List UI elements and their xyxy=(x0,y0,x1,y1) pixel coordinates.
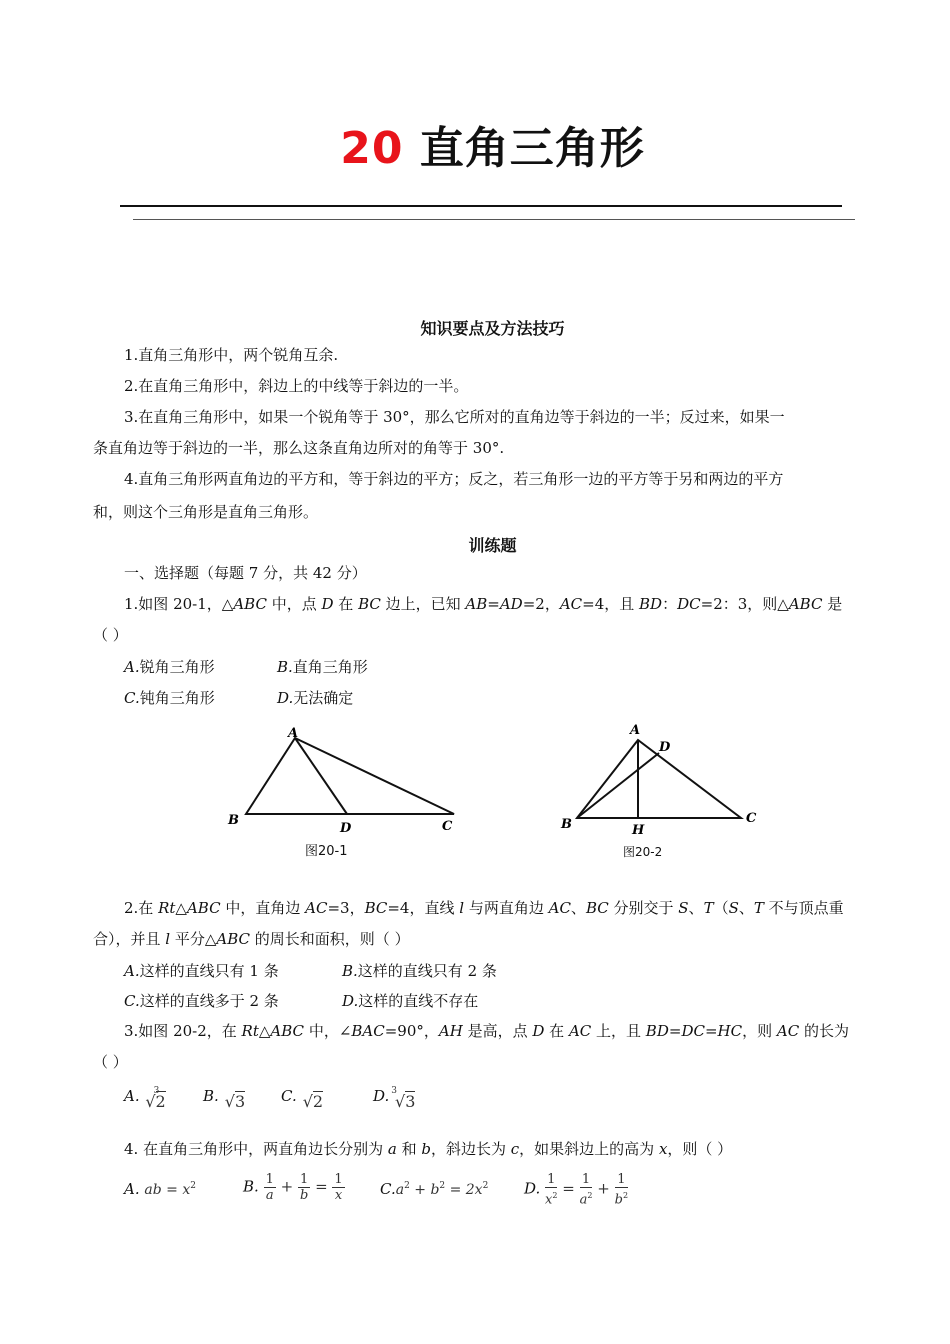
q3-option-d: D. $^3$√3 xyxy=(373,1086,416,1111)
q3-option-a: A. $^3$√2 xyxy=(124,1086,166,1111)
question-3-line1: 3.如图 20-2，在 Rt△ABC 中，∠BAC=90°，AH 是高，点 D 在 AC 上，且 BD=DC=HC，则 AC 的长为 xyxy=(124,1022,849,1040)
q2-option-c: C.这样的直线多于 2 条 xyxy=(124,992,279,1010)
q3-option-c: C. √2 xyxy=(281,1087,324,1111)
question-1-line2: （ ） xyxy=(93,626,128,644)
fig1-label-b: B xyxy=(228,813,239,828)
q1-option-d: D.无法确定 xyxy=(277,689,354,707)
fig1-caption: 图20-1 xyxy=(305,844,348,859)
title-rule-thin xyxy=(133,219,855,220)
q4-option-c: $C.a^2 + b^2 = 2x^2$ xyxy=(380,1180,489,1198)
page-title xyxy=(0,112,950,176)
knowledge-point-4-line2: 和，则这个三角形是直角三角形。 xyxy=(93,503,319,521)
fig1-label-c: C xyxy=(442,819,453,834)
q1-option-b: B.直角三角形 xyxy=(277,658,368,676)
title-number: 20 xyxy=(340,123,404,174)
q1-option-a: A.锐角三角形 xyxy=(124,658,215,676)
q4-option-a: A. ab = $x^2$ xyxy=(124,1180,196,1198)
fig2-label-a: A xyxy=(630,723,641,738)
knowledge-heading: 知识要点及方法技巧 xyxy=(420,319,565,338)
q4-option-d: D. $\frac{1}{x^2}$ = $\frac{1}{a^2}$ + $\frac{1}{b^2}$ xyxy=(524,1172,629,1208)
fig1-triangle-abc xyxy=(246,738,454,814)
knowledge-point-2: 2.在直角三角形中，斜边上的中线等于斜边的一半。 xyxy=(124,377,469,395)
section-1-title: 一、选择题（每题 7 分，共 42 分） xyxy=(124,564,367,582)
knowledge-point-4-line1: 4.直角三角形两直角边的平方和，等于斜边的平方；反之，若三角形一边的平方等于另和两边的平方 xyxy=(124,470,784,488)
fig2-segment-bd xyxy=(577,753,659,818)
fig2-caption: 图20-2 xyxy=(623,845,663,859)
question-4-line1: 4. 在直角三角形中，两直角边长分别为 a 和 b，斜边长为 c，如果斜边上的高为 x，则（ ） xyxy=(124,1140,733,1158)
q2-option-a: A.这样的直线只有 1 条 xyxy=(124,962,279,980)
training-heading: 训练题 xyxy=(468,536,517,555)
knowledge-point-3-line2: 条直角边等于斜边的一半，那么这条直角边所对的角等于 30°. xyxy=(93,439,505,457)
q1-option-c: C.钝角三角形 xyxy=(124,689,215,707)
knowledge-point-3-line1: 3.在直角三角形中，如果一个锐角等于 30°，那么它所对的直角边等于斜边的一半；反过来，如果一 xyxy=(124,408,785,426)
q2-option-d: D.这样的直线不存在 xyxy=(342,992,479,1010)
q2-option-b: B.这样的直线只有 2 条 xyxy=(342,962,497,980)
title-text: 直角三角形 xyxy=(403,123,645,174)
fig1-label-d: D xyxy=(340,821,352,836)
fig2-label-d: D xyxy=(659,740,671,755)
fig2-label-c: C xyxy=(746,811,757,826)
fig2-label-h: H xyxy=(632,823,645,838)
knowledge-point-1: 1.直角三角形中，两个锐角互余. xyxy=(124,346,339,364)
question-3-line2: （ ） xyxy=(93,1053,128,1071)
title-rule-thick xyxy=(120,205,842,207)
question-2-line1: 2.在 Rt△ABC 中，直角边 AC=3，BC=4，直线 l 与两直角边 AC、BC 分别交于 S、T（S、T 不与顶点重 xyxy=(124,899,844,917)
fig1-label-a: A xyxy=(288,726,299,741)
question-1-line1: 1.如图 20-1，△ABC 中，点 D 在 BC 边上，已知 AB=AD=2，AC=4，且 BD：DC=2：3，则△ABC 是 xyxy=(124,595,843,613)
fig2-label-b: B xyxy=(561,817,572,832)
q4-option-b: B. $\frac{1}{a}$ + $\frac{1}{b}$ = $\frac{1}{x}$ xyxy=(243,1172,343,1203)
q3-option-b: B. √3 xyxy=(203,1087,246,1111)
figure-20-1 xyxy=(220,720,470,860)
question-2-line2: 合），并且 l 平分△ABC 的周长和面积，则（ ） xyxy=(93,930,410,948)
figure-20-2 xyxy=(555,718,765,848)
